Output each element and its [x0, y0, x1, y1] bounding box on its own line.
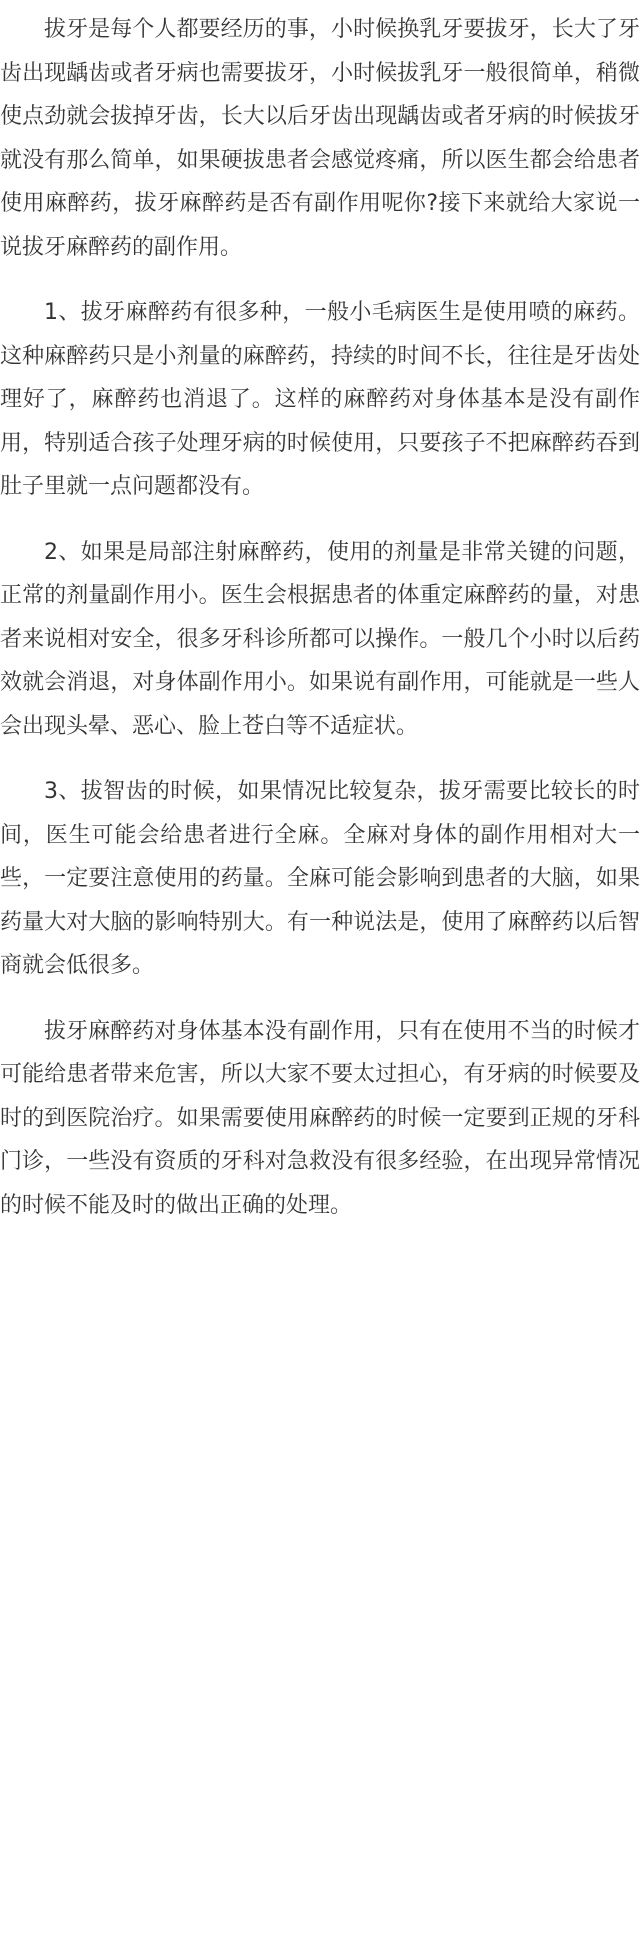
point-3-paragraph: 3、拔智齿的时候，如果情况比较复杂，拔牙需要比较长的时间，医生可能会给患者进行全麻。全麻对身体的副作用相对大一些，一定要注意使用的药量。全麻可能会影响到患者的大脑，如果药量大对大脑的影响特别大。有一种说法是，使用了麻醉药以后智商就会低很多。: [0, 779, 640, 978]
intro-paragraph: 拔牙是每个人都要经历的事，小时候换乳牙要拔牙，长大了牙齿出现龋齿或者牙病也需要拔牙，小时候拔乳牙一般很简单，稍微使点劲就会拔掉牙齿，长大以后牙齿出现龋齿或者牙病的时候拔牙就没有那么简单，如果硬拔患者会感觉疼痛，所以医生都会给患者使用麻醉药，拔牙麻醉药是否有副作用呢你?接下来就给大家说一说拔牙麻醉药的副作用。: [0, 17, 640, 260]
point-1-paragraph: 1、拔牙麻醉药有很多种，一般小毛病医生是使用喷的麻药。这种麻醉药只是小剂量的麻醉药，持续的时间不长，往往是牙齿处理好了，麻醉药也消退了。这样的麻醉药对身体基本是没有副作用，特别适合孩子处理牙病的时候使用，只要孩子不把麻醉药吞到肚子里就一点问题都没有。: [0, 300, 640, 499]
conclusion-paragraph: 拔牙麻醉药对身体基本没有副作用，只有在使用不当的时候才可能给患者带来危害，所以大家不要太过担心，有牙病的时候要及时的到医院治疗。如果需要使用麻醉药的时候一定要到正规的牙科门诊，一些没有资质的牙科对急救没有很多经验，在出现异常情况的时候不能及时的做出正确的处理。: [0, 1018, 640, 1218]
point-2-paragraph: 2、如果是局部注射麻醉药，使用的剂量是非常关键的问题，正常的剂量副作用小。医生会根据患者的体重定麻醉药的量，对患者来说相对安全，很多牙科诊所都可以操作。一般几个小时以后药效就会消退，对身体副作用小。如果说有副作用，可能就是一些人会出现头晕、恶心、脸上苍白等不适症状。: [0, 539, 640, 739]
